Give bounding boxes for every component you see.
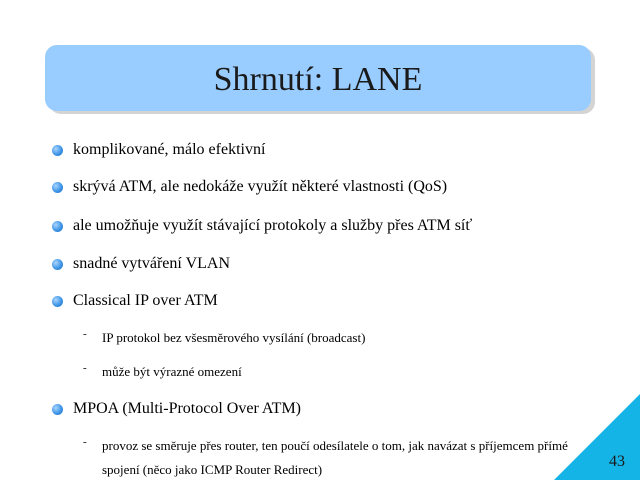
sub-bullet-dash: - (83, 436, 87, 448)
bullet-text: komplikované, málo efektivní (73, 141, 266, 158)
bullet-text: ale umožňuje využít stávající protokoly a služby přes ATM síť (73, 217, 473, 234)
bullet-text: skrývá ATM, ale nedokáže využít některé vlastnosti (QoS) (73, 178, 448, 195)
sub-bullet-item (83, 328, 602, 350)
bullet-dot-icon (52, 145, 63, 156)
bullet-dot-icon (52, 182, 63, 193)
bullet-item (52, 142, 265, 158)
slide-title-box (45, 45, 591, 111)
bullet-item (52, 256, 230, 272)
bullet-item (52, 293, 218, 309)
bullet-dot-icon (52, 221, 63, 232)
sub-bullet-text: provoz se směruje přes router, ten poučí odesílatele o tom, jak navázat s příjemcem přímé spojení (něco jako ICMP Router Redirect) (102, 438, 568, 477)
sub-bullet-text: IP protokol bez všesměrového vysílání (broadcast) (102, 330, 366, 345)
bullet-item (52, 179, 447, 195)
slide-title: Shrnutí: LANE (213, 61, 423, 98)
bullet-item (52, 218, 472, 234)
bullet-dot-icon (52, 259, 63, 270)
sub-bullet-text: může být výrazné omezení (102, 364, 242, 379)
bullet-item (52, 401, 301, 417)
page-number: 43 (609, 453, 625, 470)
corner-decoration (554, 394, 640, 480)
bullet-text: Classical IP over ATM (73, 292, 218, 309)
bullet-text: snadné vytváření VLAN (73, 255, 230, 272)
sub-bullet-dash: - (83, 328, 87, 340)
bullet-dot-icon (52, 296, 63, 307)
bullet-dot-icon (52, 404, 63, 415)
bullet-text: MPOA (Multi-Protocol Over ATM) (73, 400, 301, 417)
sub-bullet-item (83, 436, 602, 482)
sub-bullet-dash: - (83, 362, 87, 374)
sub-bullet-item (83, 362, 602, 384)
